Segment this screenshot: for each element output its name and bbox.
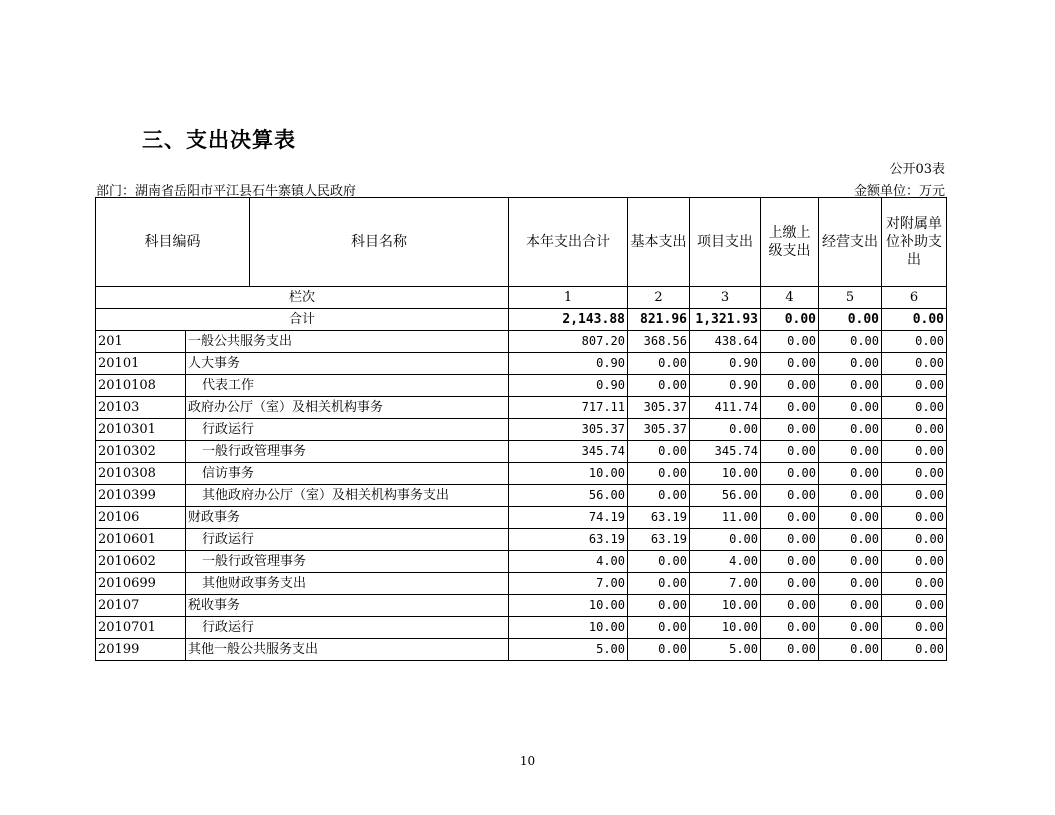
form-number: 公开03表 [889, 162, 945, 177]
row-value: 56.00 [690, 485, 761, 507]
row-value: 11.00 [690, 507, 761, 529]
row-value: 0.00 [761, 507, 819, 529]
total-value: 0.00 [761, 309, 819, 331]
header-subsidy: 对附属单位补助支出 [882, 198, 947, 287]
total-value: 0.00 [819, 309, 882, 331]
row-value: 0.00 [882, 551, 947, 573]
row-value: 4.00 [690, 551, 761, 573]
row-value: 74.19 [509, 507, 628, 529]
table-row [96, 463, 947, 485]
row-value: 0.00 [819, 573, 882, 595]
row-value: 345.74 [509, 441, 628, 463]
row-code: 20101 [96, 353, 186, 375]
table-row [96, 595, 947, 617]
row-name: 税收事务 [186, 595, 509, 617]
header-business: 经营支出 [819, 198, 882, 287]
total-label: 合计 [96, 309, 509, 331]
row-value: 0.00 [761, 485, 819, 507]
row-value: 63.19 [628, 507, 690, 529]
row-value: 0.00 [628, 617, 690, 639]
page-title: 三、支出决算表 [142, 128, 296, 152]
row-value: 0.00 [628, 485, 690, 507]
total-value: 2,143.88 [509, 309, 628, 331]
row-name: 行政运行 [186, 617, 509, 639]
row-value: 0.00 [819, 441, 882, 463]
row-value: 0.00 [819, 419, 882, 441]
page-number: 10 [519, 754, 536, 768]
row-value: 0.00 [819, 397, 882, 419]
row-value: 0.00 [761, 551, 819, 573]
table-row [96, 529, 947, 551]
row-value: 807.20 [509, 331, 628, 353]
row-code: 20199 [96, 639, 186, 661]
row-code: 2010308 [96, 463, 186, 485]
row-name: 政府办公厅（室）及相关机构事务 [186, 397, 509, 419]
column-index-label: 栏次 [96, 287, 509, 309]
row-name: 一般行政管理事务 [186, 551, 509, 573]
column-index-cell: 2 [628, 287, 690, 309]
table-row [96, 551, 947, 573]
row-value: 0.00 [882, 419, 947, 441]
row-value: 0.00 [761, 639, 819, 661]
row-code: 20106 [96, 507, 186, 529]
row-value: 345.74 [690, 441, 761, 463]
row-value: 0.00 [761, 375, 819, 397]
row-value: 10.00 [509, 617, 628, 639]
row-value: 0.00 [882, 485, 947, 507]
column-index-cell: 1 [509, 287, 628, 309]
table-row [96, 617, 947, 639]
row-value: 5.00 [690, 639, 761, 661]
row-value: 63.19 [628, 529, 690, 551]
header-upper: 上缴上级支出 [761, 198, 819, 287]
row-value: 0.00 [882, 375, 947, 397]
table-row [96, 419, 947, 441]
row-value: 0.00 [882, 617, 947, 639]
row-value: 10.00 [690, 617, 761, 639]
row-value: 305.37 [509, 419, 628, 441]
header-name: 科目名称 [250, 198, 509, 287]
row-value: 0.00 [628, 353, 690, 375]
row-value: 0.00 [819, 551, 882, 573]
row-value: 0.00 [882, 507, 947, 529]
table-row [96, 375, 947, 397]
row-value: 305.37 [628, 419, 690, 441]
row-value: 0.00 [882, 441, 947, 463]
row-value: 0.00 [882, 463, 947, 485]
row-value: 0.00 [819, 617, 882, 639]
row-value: 0.00 [628, 573, 690, 595]
row-value: 411.74 [690, 397, 761, 419]
row-value: 0.00 [628, 639, 690, 661]
row-name: 其他财政事务支出 [186, 573, 509, 595]
header-code: 科目编码 [96, 198, 250, 287]
column-index-cell: 3 [690, 287, 761, 309]
row-value: 0.90 [690, 375, 761, 397]
row-value: 5.00 [509, 639, 628, 661]
row-code: 2010701 [96, 617, 186, 639]
column-index-row [96, 287, 947, 309]
header-total: 本年支出合计 [509, 198, 628, 287]
row-value: 0.00 [761, 397, 819, 419]
row-name: 人大事务 [186, 353, 509, 375]
row-value: 0.00 [882, 353, 947, 375]
row-value: 7.00 [509, 573, 628, 595]
row-name: 信访事务 [186, 463, 509, 485]
row-value: 0.00 [761, 617, 819, 639]
row-value: 0.00 [819, 331, 882, 353]
row-value: 438.64 [690, 331, 761, 353]
row-name: 一般公共服务支出 [186, 331, 509, 353]
table-row [96, 485, 947, 507]
row-value: 10.00 [509, 595, 628, 617]
row-code: 2010301 [96, 419, 186, 441]
row-code: 20103 [96, 397, 186, 419]
row-value: 0.00 [882, 639, 947, 661]
row-value: 0.00 [761, 595, 819, 617]
row-name: 代表工作 [186, 375, 509, 397]
table-row [96, 573, 947, 595]
row-value: 0.00 [761, 573, 819, 595]
row-value: 0.00 [819, 463, 882, 485]
row-name: 行政运行 [186, 529, 509, 551]
row-name: 一般行政管理事务 [186, 441, 509, 463]
row-value: 0.90 [690, 353, 761, 375]
row-value: 0.90 [509, 353, 628, 375]
row-value: 0.00 [628, 463, 690, 485]
row-value: 0.00 [882, 331, 947, 353]
row-name: 其他一般公共服务支出 [186, 639, 509, 661]
row-value: 10.00 [690, 463, 761, 485]
row-code: 2010399 [96, 485, 186, 507]
row-value: 56.00 [509, 485, 628, 507]
row-code: 2010302 [96, 441, 186, 463]
row-value: 717.11 [509, 397, 628, 419]
row-value: 0.00 [761, 331, 819, 353]
row-value: 0.00 [819, 595, 882, 617]
row-value: 0.00 [819, 529, 882, 551]
row-value: 0.00 [761, 353, 819, 375]
row-name: 行政运行 [186, 419, 509, 441]
row-value: 0.00 [690, 419, 761, 441]
row-value: 0.00 [819, 639, 882, 661]
total-value: 0.00 [882, 309, 947, 331]
amount-unit-label: 金额单位：万元 [853, 184, 945, 199]
row-code: 2010601 [96, 529, 186, 551]
row-value: 0.00 [628, 551, 690, 573]
row-value: 7.00 [690, 573, 761, 595]
row-value: 0.00 [882, 595, 947, 617]
row-value: 0.00 [628, 375, 690, 397]
header-row [96, 198, 947, 287]
row-value: 0.00 [882, 573, 947, 595]
row-value: 0.00 [761, 529, 819, 551]
row-value: 0.90 [509, 375, 628, 397]
row-value: 0.00 [819, 353, 882, 375]
row-value: 10.00 [690, 595, 761, 617]
row-value: 0.00 [761, 463, 819, 485]
row-value: 0.00 [882, 529, 947, 551]
row-code: 2010108 [96, 375, 186, 397]
column-index-cell: 5 [819, 287, 882, 309]
table-row [96, 639, 947, 661]
column-index-cell: 4 [761, 287, 819, 309]
table-row [96, 507, 947, 529]
table-row [96, 353, 947, 375]
row-value: 0.00 [819, 507, 882, 529]
total-value: 821.96 [628, 309, 690, 331]
table-row [96, 331, 947, 353]
row-value: 0.00 [761, 419, 819, 441]
row-value: 0.00 [882, 397, 947, 419]
row-code: 2010699 [96, 573, 186, 595]
row-code: 20107 [96, 595, 186, 617]
header-project: 项目支出 [690, 198, 761, 287]
total-row [96, 309, 947, 331]
row-value: 0.00 [628, 595, 690, 617]
expenditure-table [95, 197, 947, 661]
row-code: 201 [96, 331, 186, 353]
row-value: 305.37 [628, 397, 690, 419]
row-code: 2010602 [96, 551, 186, 573]
row-value: 0.00 [690, 529, 761, 551]
column-index-cell: 6 [882, 287, 947, 309]
row-value: 0.00 [819, 485, 882, 507]
row-value: 368.56 [628, 331, 690, 353]
header-basic: 基本支出 [628, 198, 690, 287]
row-value: 0.00 [628, 441, 690, 463]
total-value: 1,321.93 [690, 309, 761, 331]
department-label: 部门：湖南省岳阳市平江县石牛寨镇人民政府 [96, 184, 357, 199]
row-value: 0.00 [819, 375, 882, 397]
table-row [96, 397, 947, 419]
table-row [96, 441, 947, 463]
row-name: 财政事务 [186, 507, 509, 529]
row-value: 4.00 [509, 551, 628, 573]
row-value: 10.00 [509, 463, 628, 485]
row-name: 其他政府办公厅（室）及相关机构事务支出 [186, 485, 509, 507]
row-value: 63.19 [509, 529, 628, 551]
row-value: 0.00 [761, 441, 819, 463]
